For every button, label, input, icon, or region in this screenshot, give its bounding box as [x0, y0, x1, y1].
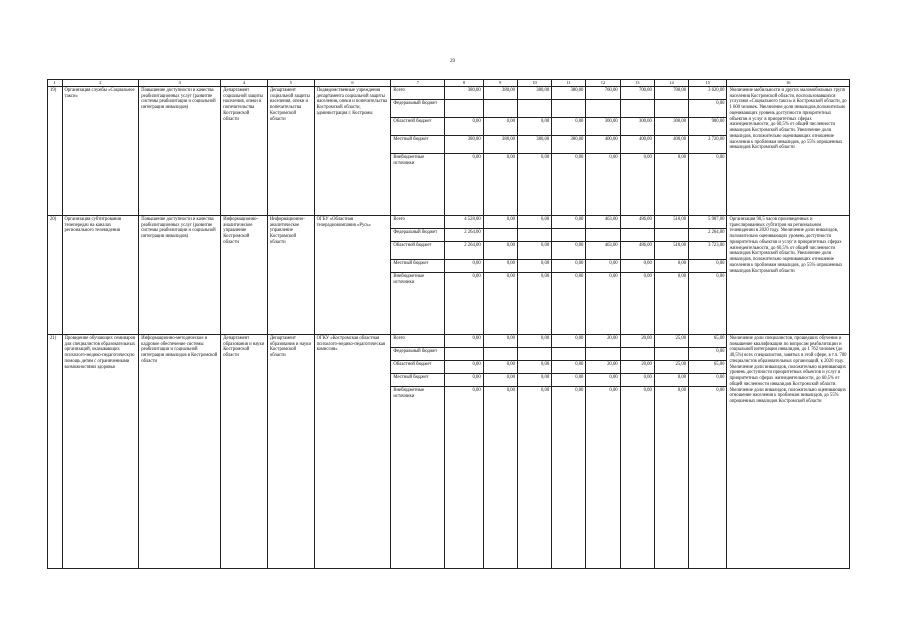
funding-value: 300,00 [654, 118, 688, 136]
funding-value [654, 348, 688, 361]
funding-value [552, 348, 586, 361]
program-measures-table [47, 79, 850, 569]
funding-value [654, 100, 688, 118]
funding-value [445, 100, 483, 118]
funding-value: 0,00 [483, 361, 517, 374]
funding-value: 0,00 [552, 154, 586, 216]
funding-value: 0,00 [517, 374, 551, 387]
funding-value: 0,00 [586, 154, 620, 216]
measure-goal: Информационно-методическое и кадровое обеспечение системы реабилитации и социальной интеграции инвалидов в Костромской области [139, 335, 221, 569]
funding-value: 0,00 [689, 273, 727, 335]
funding-value: 0,00 [483, 273, 517, 335]
funding-source: Внебюджетные источники [391, 387, 445, 569]
funding-value: 20,00 [620, 361, 654, 374]
row-number: 21) [48, 335, 63, 569]
funding-value: 0,00 [552, 374, 586, 387]
funding-value: 0,00 [689, 100, 727, 118]
column-header: 7 [391, 80, 445, 87]
column-header: 9 [483, 80, 517, 87]
funding-value: 0,00 [689, 260, 727, 273]
funding-value: 65,00 [689, 335, 727, 348]
funding-value [620, 229, 654, 242]
funding-value [654, 229, 688, 242]
funding-value: 0,00 [445, 387, 483, 569]
funding-value: 0,00 [620, 260, 654, 273]
funding-value: 380,00 [552, 136, 586, 154]
funding-value: 65,00 [689, 361, 727, 374]
funding-value: 0,00 [586, 260, 620, 273]
funding-value: 300,00 [620, 118, 654, 136]
funding-value: 380,00 [552, 87, 586, 100]
row-number: 19) [48, 87, 63, 216]
funding-value [483, 348, 517, 361]
funding-value [620, 100, 654, 118]
funding-value: 0,00 [654, 387, 688, 569]
measure-participants: ОГБУ «Областная телерадиокомпания «Русь» [314, 216, 391, 335]
funding-value: 0,00 [517, 361, 551, 374]
expected-result: Организация 90,5 часов произведенных и транслированных субтитров на региональном телевидении в 2020 году. Увеличение доли инвалидов, положительно оценивающих уровень доступности приоритетных объектов и услуг в приоритетных сферах жизнедеятельности, до 60,5% от общей численности инвалидов Костромской области. Увеличение доли инвалидов, положительно оценивающих отношение населения к проблемам инвалидов, до 55% опрошенных инвалидов Костромской области [727, 216, 850, 335]
funding-value: 700,00 [654, 87, 688, 100]
funding-value: 0,00 [483, 154, 517, 216]
measure-name: Организация службы «Социальное такси» [62, 87, 139, 216]
funding-value: 0,00 [445, 154, 483, 216]
funding-value: 380,00 [445, 136, 483, 154]
funding-value: 0,00 [620, 154, 654, 216]
funding-value: 0,00 [445, 361, 483, 374]
funding-value: 0,00 [552, 361, 586, 374]
funding-value: 2 264,00 [689, 229, 727, 242]
funding-value [586, 100, 620, 118]
funding-value: 2 720,00 [689, 136, 727, 154]
funding-value [483, 229, 517, 242]
funding-value: 0,00 [445, 260, 483, 273]
table-row [48, 216, 850, 229]
funding-value: 380,00 [445, 87, 483, 100]
funding-value [445, 348, 483, 361]
funding-value: 0,00 [689, 374, 727, 387]
funding-source: Всего [391, 216, 445, 229]
funding-value: 3 620,00 [689, 87, 727, 100]
funding-value: 0,00 [620, 273, 654, 335]
measure-participants: ОГКУ «Костромская областная психолого-медико-педагогическая комиссия» [314, 335, 391, 569]
column-header: 3 [139, 80, 221, 87]
measure-executor: Информационно-аналитическое управление Костромской области [221, 216, 268, 335]
funding-value: 0,00 [654, 273, 688, 335]
measure-name: Проведение обучающих семинаров для специалистов образовательных организаций, оказывающих психолого-медико-педагогическую помощь детям с ограниченными возможностями здоровья [62, 335, 139, 569]
funding-value: 0,00 [620, 387, 654, 569]
funding-value: 0,00 [689, 154, 727, 216]
funding-value: 380,00 [483, 136, 517, 154]
funding-value: 0,00 [517, 242, 551, 260]
funding-value: 0,00 [586, 273, 620, 335]
table-row [48, 335, 850, 348]
funding-value: 400,00 [654, 136, 688, 154]
expected-result: Увеличение доли специалистов, прошедших обучение и повышение квалификации по вопросам реабилитации и социальной интеграции инвалидов, до 1 762 человек (до 40,5%) всех специалистов, занятых в этой сфере, в т.ч. 700 специалистов образовательных организаций, к 2020 году. Увеличение доли инвалидов, положительно оценивающих уровень доступности приоритетных объектов и услуг в приоритетных сферах жизнедеятельности, до 60,5% от общей численности инвалидов Костромской области. Увеличение доли инвалидов, положительно оценивающих отношение населения к проблемам инвалидов, до 55% опрошенных инвалидов Костромской области [727, 335, 850, 569]
funding-value: 20,00 [586, 361, 620, 374]
measure-participants: Подведомственные учреждения департамента социальной защиты населения, опеки и попечительства Костромской области, администрация г. Костромы [314, 87, 391, 216]
column-header: 15 [689, 80, 727, 87]
funding-value [586, 229, 620, 242]
funding-value: 700,00 [620, 87, 654, 100]
measure-customer: Департамент образования и науки Костромской области [267, 335, 314, 569]
funding-value: 0,00 [654, 374, 688, 387]
column-header: 16 [727, 80, 850, 87]
measure-customer: Департамент социальной защиты населения, опеки и попечительства Костромской области [267, 87, 314, 216]
row-number: 20) [48, 216, 63, 335]
funding-value: 0,00 [517, 118, 551, 136]
column-header: 6 [314, 80, 391, 87]
funding-value [552, 100, 586, 118]
funding-value: 380,00 [517, 136, 551, 154]
column-header: 2 [62, 80, 139, 87]
column-header: 10 [517, 80, 551, 87]
header-row [48, 80, 850, 87]
funding-source: Всего [391, 87, 445, 100]
column-header: 11 [552, 80, 586, 87]
funding-value: 0,00 [517, 387, 551, 569]
funding-value: 0,00 [483, 242, 517, 260]
funding-value: 0,00 [517, 273, 551, 335]
funding-value: 0,00 [445, 118, 483, 136]
funding-value: 0,00 [483, 118, 517, 136]
measure-goal: Повышение доступности и качества реабилитационных услуг (развитие системы реабилитации и социальной интеграции инвалидов) [139, 87, 221, 216]
funding-value: 0,00 [517, 154, 551, 216]
measure-executor: Департамент образования и науки Костромской области [221, 335, 268, 569]
column-header: 8 [445, 80, 483, 87]
funding-value: 25,00 [654, 335, 688, 348]
funding-value: 760,00 [586, 87, 620, 100]
column-header: 12 [586, 80, 620, 87]
funding-source: Внебюджетные источники [391, 154, 445, 216]
funding-source: Федеральный бюджет [391, 229, 445, 242]
funding-value: 0,00 [517, 260, 551, 273]
funding-value: 510,00 [654, 216, 688, 229]
funding-value: 300,00 [586, 118, 620, 136]
funding-source: Областной бюджет [391, 242, 445, 260]
funding-value: 0,00 [552, 118, 586, 136]
funding-source: Федеральный бюджет [391, 348, 445, 361]
funding-value: 0,00 [552, 260, 586, 273]
measure-executor: Департамент социальной защиты населения, опеки и попечительства Костромской области [221, 87, 268, 216]
table-row [48, 87, 850, 100]
funding-value: 400,00 [586, 136, 620, 154]
measure-goal: Повышение доступности и качества реабилитационных услуг (развитие системы реабилитации и социальной интеграции инвалидов) [139, 216, 221, 335]
funding-value: 0,00 [586, 374, 620, 387]
funding-value: 380,00 [483, 87, 517, 100]
column-header: 13 [620, 80, 654, 87]
expected-result: Увеличение мобильности и других маломобильных групп населения Костромской области, воспользовавшихся услугами «Социального такси» в Костромской области, до 1 600 человек. Увеличение доли инвалидов,положительно оценивающих уровень доступности приоритетных объектов и услуг в приоритетных сферах жизнедеятельности, до 60,5% от общей численности инвалидов Костромской области. Увеличение доли инвалидов, положительно оценивающих отношение населения к проблемам инвалидов, до 55% опрошенных инвалидов Костромской области [727, 87, 850, 216]
funding-value: 510,00 [654, 242, 688, 260]
funding-source: Областной бюджет [391, 118, 445, 136]
funding-value: 400,00 [620, 136, 654, 154]
funding-value: 2 264,00 [445, 229, 483, 242]
page-number: 29 [450, 59, 455, 64]
funding-source: Федеральный бюджет [391, 100, 445, 118]
funding-value [483, 100, 517, 118]
funding-value: 380,00 [517, 87, 551, 100]
funding-value [517, 100, 551, 118]
funding-value: 0,00 [552, 335, 586, 348]
funding-value: 25,00 [654, 361, 688, 374]
funding-value: 0,00 [445, 374, 483, 387]
funding-value: 900,00 [689, 118, 727, 136]
funding-value: 0,00 [586, 387, 620, 569]
funding-value [552, 229, 586, 242]
funding-value: 0,00 [552, 273, 586, 335]
funding-value: 0,00 [517, 216, 551, 229]
funding-value: 2 264,00 [445, 242, 483, 260]
measure-name: Организация субтитрования телепередач на каналах регионального телевидения [62, 216, 139, 335]
funding-value [517, 229, 551, 242]
funding-source: Местный бюджет [391, 136, 445, 154]
funding-value: 5 987,00 [689, 216, 727, 229]
funding-source: Внебюджетные источники [391, 273, 445, 335]
funding-value: 0,00 [654, 260, 688, 273]
funding-value: 0,00 [552, 242, 586, 260]
funding-value: 463,00 [586, 216, 620, 229]
funding-value: 486,00 [620, 216, 654, 229]
measure-customer: Информационно-аналитическое управление Костромской области [267, 216, 314, 335]
funding-value: 0,00 [689, 387, 727, 569]
column-header: 4 [221, 80, 268, 87]
column-header: 1 [48, 80, 63, 87]
funding-value: 0,00 [689, 348, 727, 361]
column-header: 5 [267, 80, 314, 87]
funding-source: Областной бюджет [391, 361, 445, 374]
column-header: 14 [654, 80, 688, 87]
funding-value: 0,00 [654, 154, 688, 216]
funding-value: 463,00 [586, 242, 620, 260]
funding-value: 0,00 [483, 335, 517, 348]
funding-source: Местный бюджет [391, 260, 445, 273]
funding-value: 4 528,00 [445, 216, 483, 229]
funding-value: 20,00 [586, 335, 620, 348]
funding-value: 0,00 [445, 335, 483, 348]
funding-value: 0,00 [517, 335, 551, 348]
funding-value: 0,00 [445, 273, 483, 335]
funding-value: 486,00 [620, 242, 654, 260]
funding-value: 0,00 [483, 374, 517, 387]
funding-value: 0,00 [483, 216, 517, 229]
funding-value: 20,00 [620, 335, 654, 348]
funding-value: 0,00 [552, 387, 586, 569]
funding-value: 0,00 [620, 374, 654, 387]
funding-value: 3 723,00 [689, 242, 727, 260]
funding-value: 0,00 [483, 387, 517, 569]
funding-source: Всего [391, 335, 445, 348]
funding-value [620, 348, 654, 361]
funding-value [586, 348, 620, 361]
funding-value: 0,00 [483, 260, 517, 273]
funding-value: 0,00 [552, 216, 586, 229]
funding-source: Местный бюджет [391, 374, 445, 387]
funding-value [517, 348, 551, 361]
